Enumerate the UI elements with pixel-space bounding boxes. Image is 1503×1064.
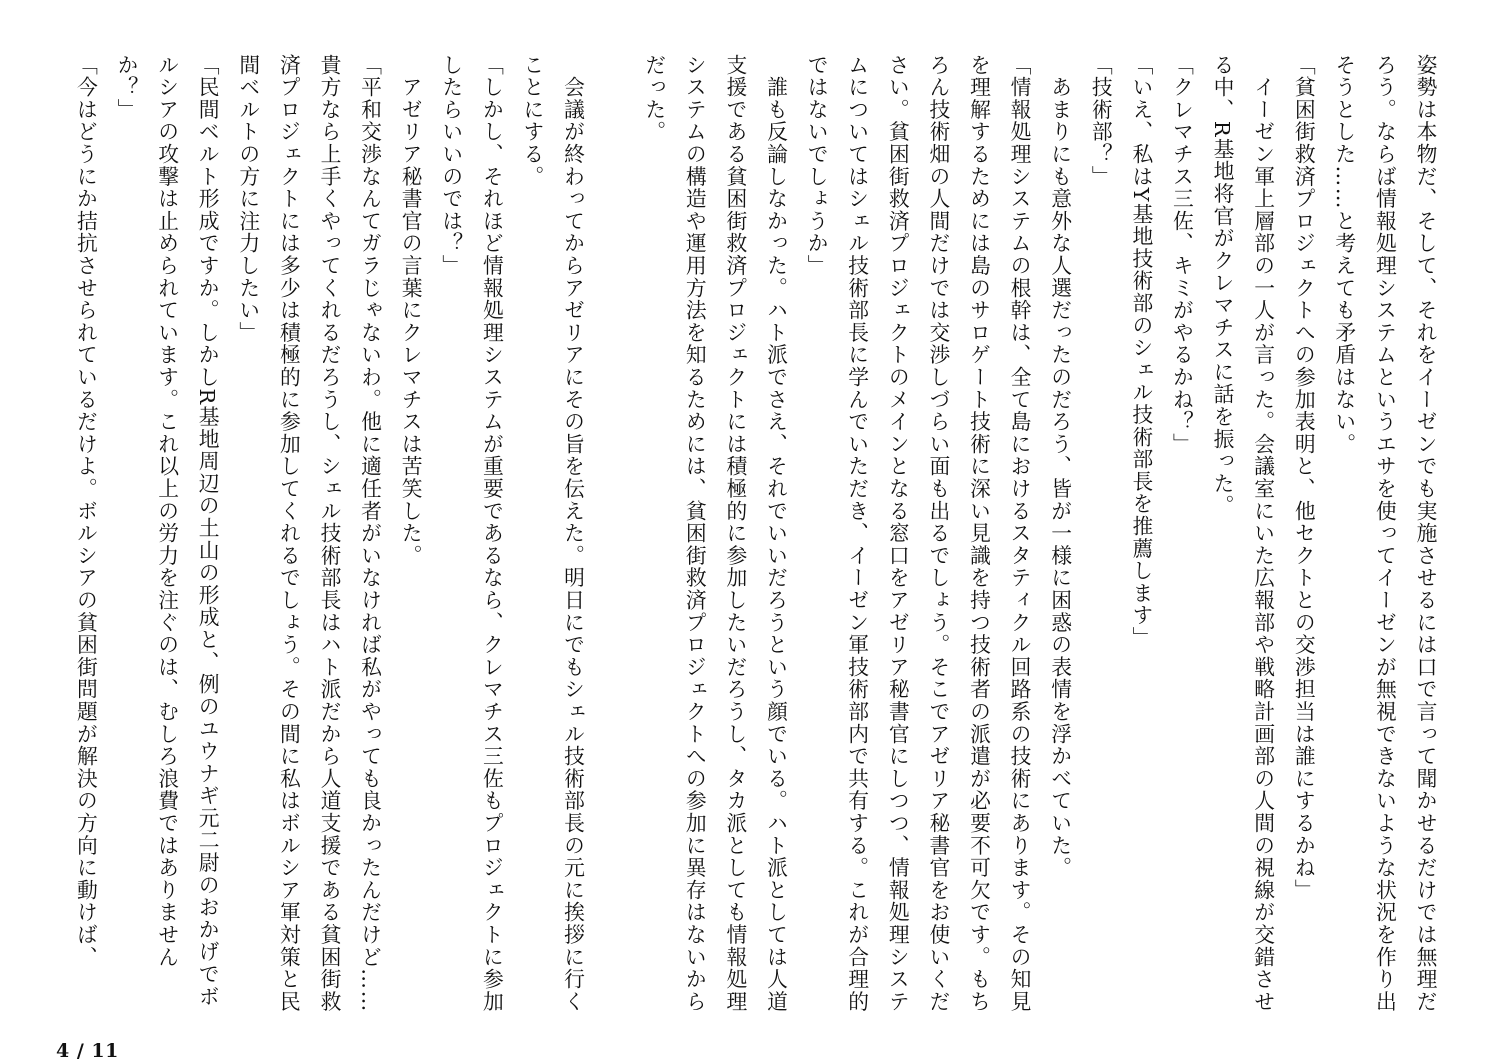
paragraph: 「情報処理システムの根幹は、全て島におけるスタティクル回路系の技術にあります。その知見を理解するためには島のサロゲート技術に深い見識を持つ技術者の派遣が必要不可欠です。もちろん技術畑の人間だけでは交渉しづらい面も出るでしょう。そこでアゼリア秘書官をお使いください。貧困街救済プロジェクトのメインとなる窓口をアゼリア秘書官にしつつ、情報処理システムについてはシェル技術部長に学んでいただき、イーゼン軍技術部内で共有する。これが合理的ではないでしょうか」 [804,54,1032,1013]
paragraph: 「しかし、それほど情報処理システムが重要であるなら、クレマチス三佐もプロジェクトに参加したらいいのでは？」 [438,54,504,1013]
vertical-text-body [25,54,1445,1024]
page-number: 4 / 11 [56,1040,119,1062]
paragraph: 会議が終わってからアゼリアにその旨を伝えた。明日にでもシェル技術部長の元に挨拶に行くことにする。 [519,54,585,1013]
paragraph: 「平和交渉なんてガラじゃないわ。他に適任者がいなければ私がやっても良かったんだけど……貴方なら上手くやってくれるだろうし、シェル技術部長はハト派だから人道支援である貧困街救済プロジェクトには多少は積極的に参加してくれるでしょう。その間に私はボルシア軍対策と民間ベルトの方に注力したい」 [235,54,382,1013]
paragraph: 「今はどうにか拮抗させられているだけよ。ボルシアの貧困街問題が解決の方向に動けば、 [73,54,98,969]
paragraph: 「民間ベルト形成ですか。しかしR基地周辺の土山の形成と、例のユウナギ元二尉のおかげでボルシアの攻撃は止められています。これ以上の労力を注ぐのは、むしろ浪費ではありませんか？」 [114,54,220,1008]
paragraph: 誰も反論しなかった。ハト派でさえ、それでいいだろうという顔でいる。ハト派としては人道支援である貧困街救済プロジェクトには積極的に参加したいだろうし、タカ派としても情報処理システムの構造や運用方法を知るためには、貧困街救済プロジェクトへの参加に異存はないからだった。 [641,54,788,1013]
paragraph: あまりにも意外な人選だったのだろう、皆が一様に困惑の表情を浮かべていた。 [1047,54,1072,880]
paragraph: アゼリア秘書官の言葉にクレマチスは苦笑した。 [398,54,423,567]
paragraph: 姿勢は本物だ、そして、それをイーゼンでも実施させるには口で言って聞かせるだけでは無理だろう。ならば情報処理システムというエサを使ってイーゼンが無視できないような状況を作り出そうとした……と考えても矛盾はない。 [1331,54,1437,1013]
blank-line [593,54,634,74]
paragraph: 「いえ、私はY基地技術部のシェル技術部長を推薦します」 [1128,54,1153,650]
paragraph: 「技術部？」 [1088,54,1113,188]
paragraph: 「貧困街救済プロジェクトへの参加表明と、他セクトとの交渉担当は誰にするかね」 [1291,54,1316,902]
paragraph: イーゼン軍上層部の一人が言った。会議室にいた広報部や戦略計画部の人間の視線が交錯させる中、R基地将官がクレマチスに話を振った。 [1210,54,1275,1013]
paragraph: 「クレマチス三佐、キミがやるかね？」 [1169,54,1194,456]
